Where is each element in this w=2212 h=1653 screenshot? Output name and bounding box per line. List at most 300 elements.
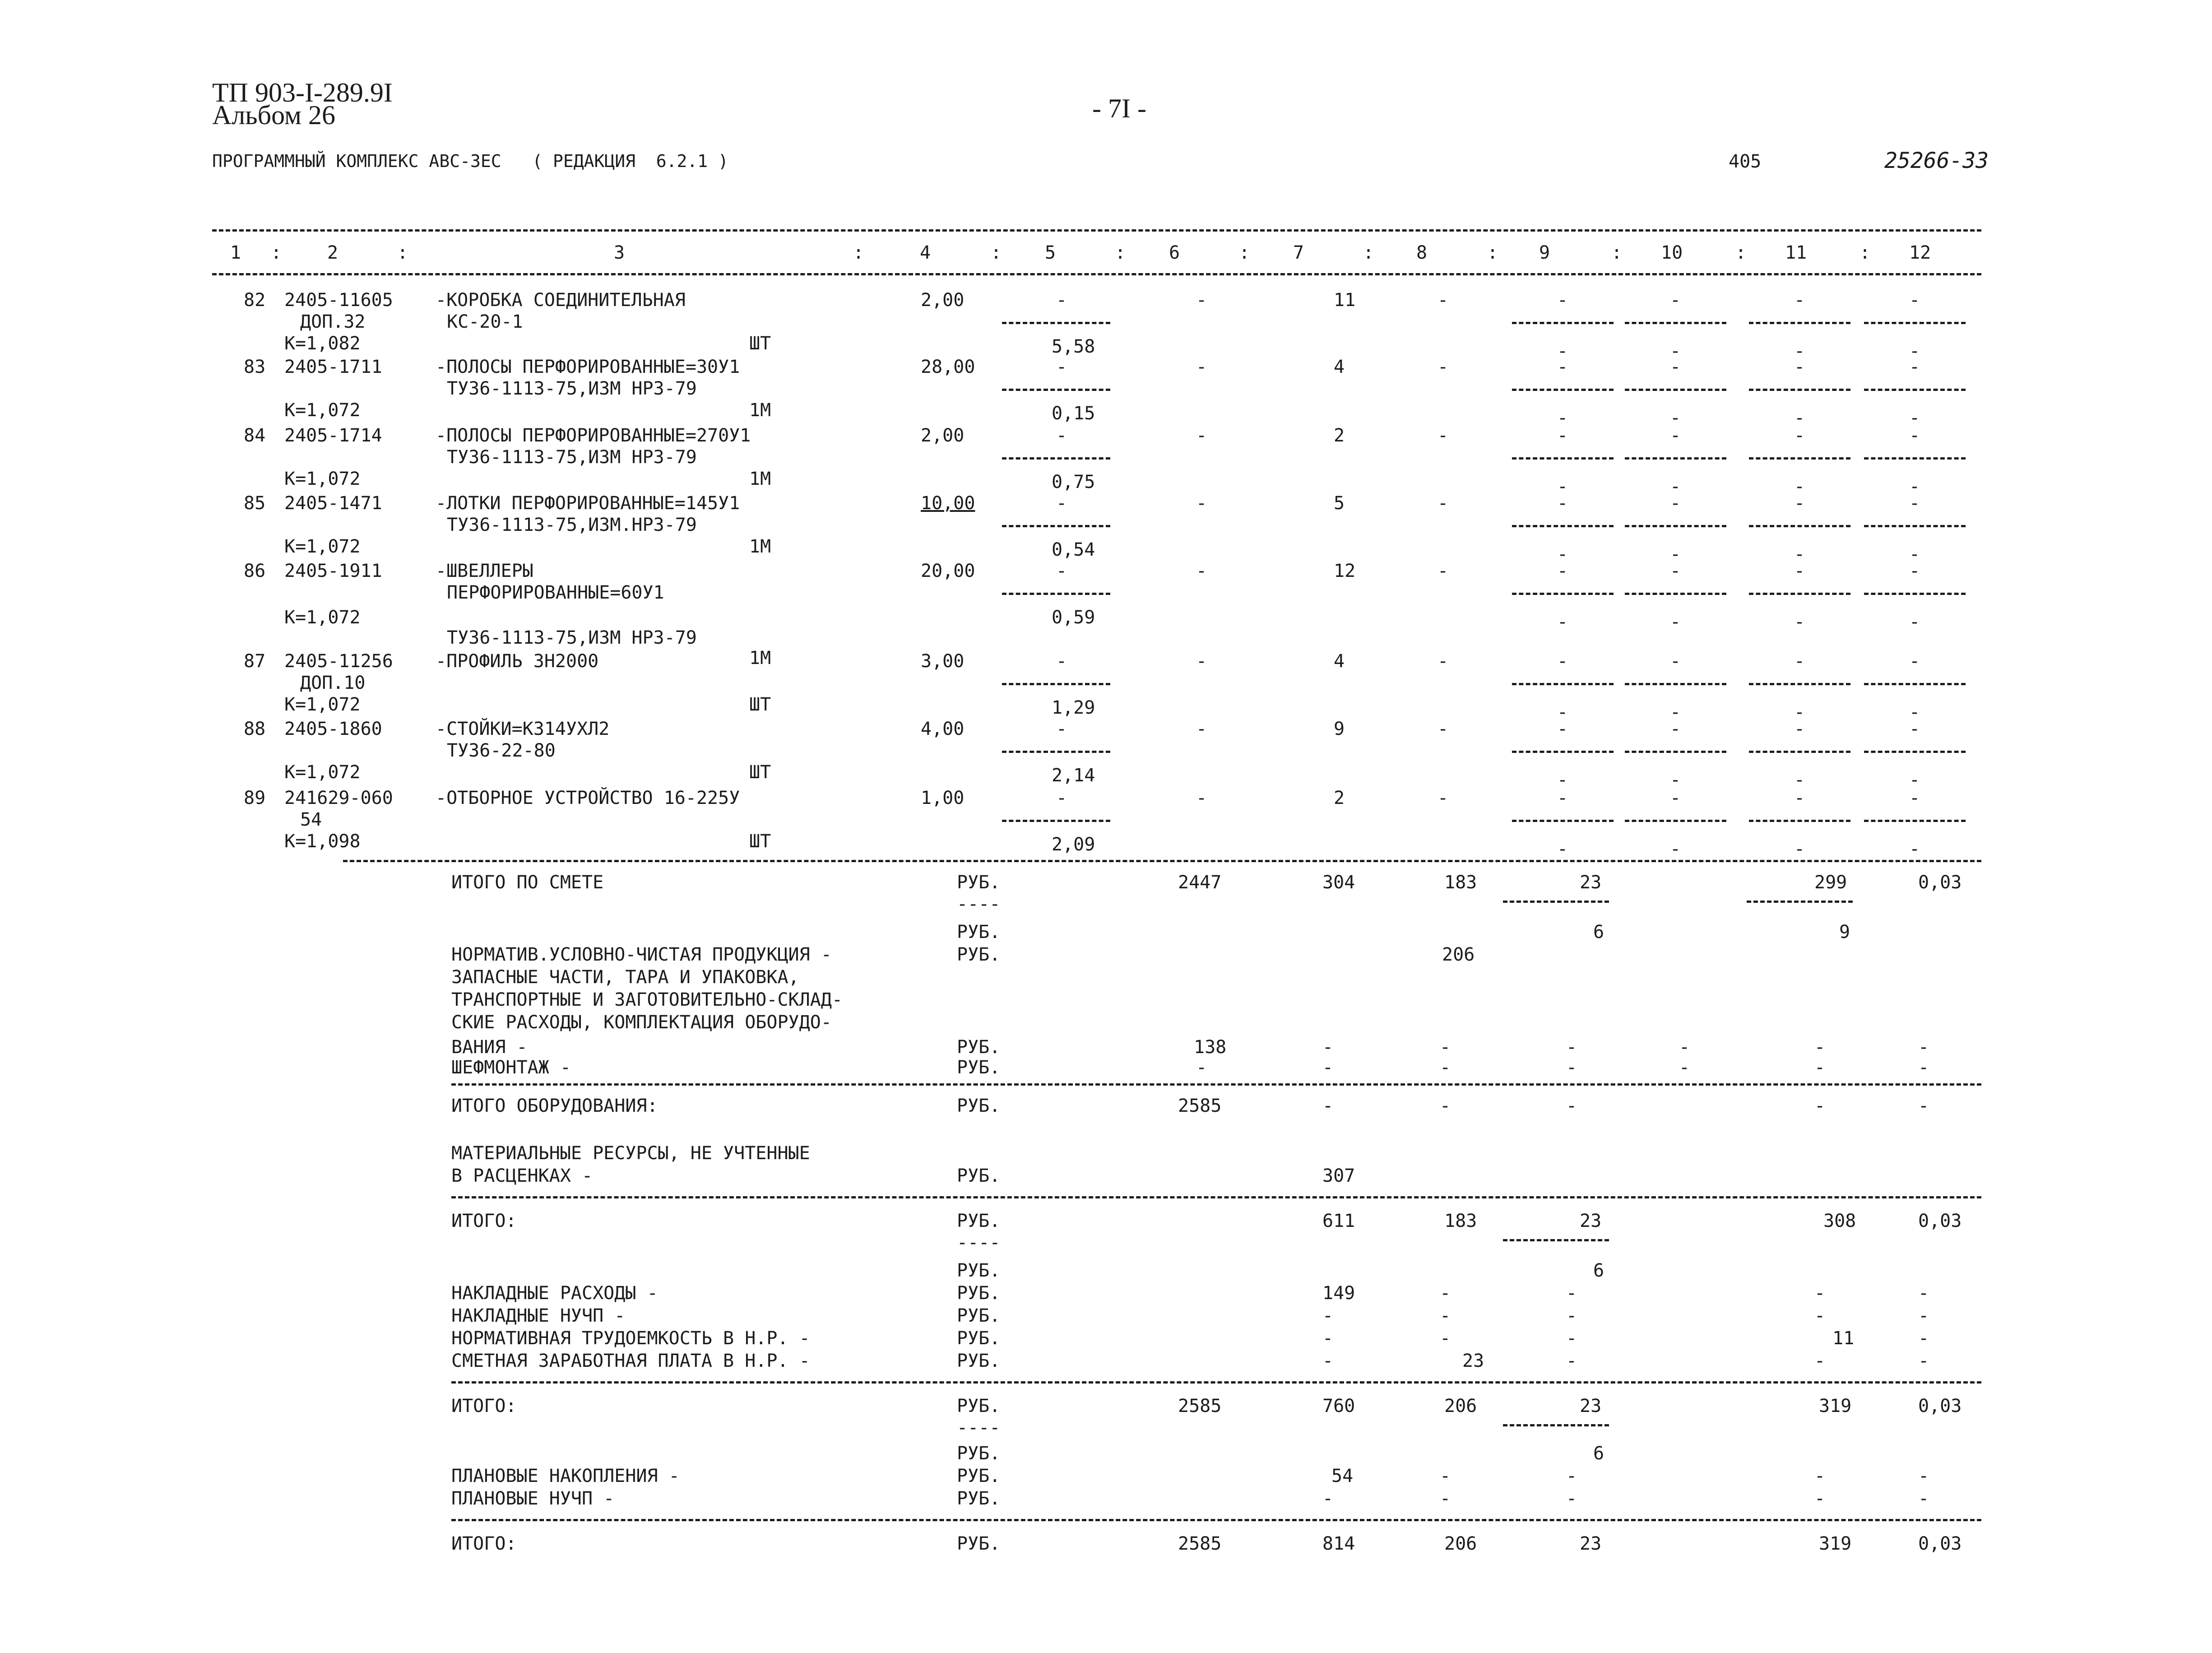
item-qty: 28,00 [921,357,975,377]
col5-dash: - [1056,357,1067,377]
dash: - [1196,1057,1207,1078]
tail-rule [1864,389,1966,391]
c12: 0,03 [1918,1533,1962,1554]
tail-dash: - [1794,408,1805,428]
tail-rule [1625,389,1726,391]
rule [451,1196,1981,1198]
tail-rule [1864,525,1966,527]
c9-rule [1503,1424,1609,1426]
item-code: 2405-11256 [284,651,393,672]
c12: 0,03 [1918,1211,1962,1231]
dash: - [1566,1283,1577,1304]
label: ПЛАНОВЫЕ НУЧП - [451,1488,615,1509]
tail-rule [1749,751,1850,753]
item-name: -ОТБОРНОЕ УСТРОЙСТВО 16-225У [436,788,740,808]
row-number: 89 [244,788,266,808]
col-10: 10 [1661,242,1683,263]
c11: 319 [1819,1396,1852,1416]
short-rule: ---- [957,1232,1001,1253]
item-unit: ШТ [749,694,771,715]
item-code: 2405-1714 [284,425,382,446]
c9b: 6 [1593,1260,1605,1281]
c7: 304 [1322,872,1355,893]
tail-dash: - [1670,788,1681,808]
dash: - [1814,1037,1826,1058]
dash: - [1814,1096,1826,1116]
unit: РУБ. [957,1260,1001,1281]
col-8: 8 [1416,242,1428,263]
col6-dash: - [1196,788,1207,808]
unit: РУБ. [957,922,1001,943]
col8-dash: - [1438,651,1449,672]
c6: 2447 [1178,872,1222,893]
unit: РУБ. [957,944,1001,965]
dash: - [1566,1466,1577,1486]
item-qty: 20,00 [921,561,975,581]
tail-dash: - [1557,476,1568,497]
col-sep: : [991,242,1002,263]
items-end-rule [343,860,1981,862]
item-unit: ШТ [749,333,771,354]
c8: 206 [1442,944,1475,965]
c9-rule [1503,901,1609,903]
c11b: 9 [1839,922,1850,943]
col5-rule [1002,525,1110,527]
item-unit: 1М [749,648,771,669]
dash: - [1814,1466,1826,1486]
unit: РУБ. [957,1283,1001,1304]
col5-rule [1002,389,1110,391]
tail-dash: - [1909,702,1920,723]
dash: - [1918,1328,1929,1349]
tail-dash: - [1670,290,1681,311]
album-label: Альбом 26 [212,100,335,130]
tail-dash: - [1909,544,1920,565]
tail-dash: - [1794,544,1805,565]
tail-dash: - [1794,719,1805,739]
col-11: 11 [1785,242,1807,263]
c8: 183 [1444,1211,1477,1231]
dash: - [1440,1283,1451,1304]
dash: - [1566,1057,1577,1078]
c8: 23 [1462,1351,1484,1371]
tail-dash: - [1557,788,1568,808]
col8-dash: - [1438,493,1449,514]
tail-rule [1512,525,1614,527]
dash: - [1322,1488,1334,1509]
col7-value: 2 [1334,788,1345,808]
dash: - [1814,1305,1826,1326]
item-code: 2405-11605 [284,290,393,311]
tail-dash: - [1670,476,1681,497]
item-unit: 1М [749,536,771,557]
label: ТРАНСПОРТНЫЕ И ЗАГОТОВИТЕЛЬНО-СКЛАД- [451,989,843,1010]
dash: - [1566,1328,1577,1349]
dash: - [1679,1057,1690,1078]
col7-value: 5 [1334,493,1345,514]
col5-value: 2,14 [1052,765,1095,786]
col5-dash: - [1056,561,1067,581]
col5-dash: - [1056,493,1067,514]
rule [451,1083,1981,1086]
tail-dash: - [1557,425,1568,446]
rule [451,1519,1981,1521]
col5-value: 2,09 [1052,834,1095,855]
tail-dash: - [1794,612,1805,632]
c6: 2585 [1178,1533,1222,1554]
dash: - [1918,1037,1929,1058]
item-name: -ШВЕЛЛЕРЫ [436,561,533,581]
dash: - [1918,1057,1929,1078]
tail-rule [1625,593,1726,595]
tail-dash: - [1557,719,1568,739]
tail-dash: - [1794,839,1805,859]
col5-value: 0,54 [1052,539,1095,560]
item-k: К=1,072 [284,400,361,421]
item-k: К=1,072 [284,536,361,557]
col-6: 6 [1169,242,1180,263]
item-name2: ТУ36-1113-75,ИЗМ.НР3-79 [447,515,697,535]
dash: - [1566,1037,1577,1058]
dash: - [1566,1488,1577,1509]
item-k: К=1,072 [284,762,361,783]
item-sub: 54 [300,809,322,830]
tail-rule [1625,683,1726,685]
label: СКИЕ РАСХОДЫ, КОМПЛЕКТАЦИЯ ОБОРУДО- [451,1012,832,1033]
tail-dash: - [1670,651,1681,672]
tail-dash: - [1794,357,1805,377]
col-sep: : [853,242,864,263]
col-sep: : [1363,242,1374,263]
dash: - [1566,1351,1577,1371]
unit: РУБ. [957,1305,1001,1326]
dash: - [1918,1351,1929,1371]
c11: 319 [1819,1533,1852,1554]
col5-dash: - [1056,425,1067,446]
item-unit: ШТ [749,831,771,852]
tail-rule [1864,457,1966,460]
tail-dash: - [1557,612,1568,632]
col8-dash: - [1438,719,1449,739]
unit: РУБ. [957,1165,1001,1186]
col-1: 1 [230,242,241,263]
label: ЗАПАСНЫЕ ЧАСТИ, ТАРА И УПАКОВКА, [451,967,799,988]
unit: РУБ. [957,1037,1001,1058]
dash: - [1814,1283,1826,1304]
item-name: -ЛОТКИ ПЕРФОРИРОВАННЫЕ=145У1 [436,493,740,514]
row-number: 85 [244,493,266,514]
col8-dash: - [1438,357,1449,377]
col8-dash: - [1438,290,1449,311]
item-k: К=1,072 [284,469,361,489]
code-405: 405 [1729,151,1762,172]
col-sep: : [1860,242,1871,263]
item-name: -ПОЛОСЫ ПЕРФОРИРОВАННЫЕ=270У1 [436,425,751,446]
col6-dash: - [1196,357,1207,377]
item-k: К=1,098 [284,831,361,852]
c8: 206 [1444,1396,1477,1416]
label: В РАСЦЕНКАХ - [451,1165,593,1186]
tail-dash: - [1557,770,1568,790]
dash: - [1918,1096,1929,1116]
item-code: 2405-1471 [284,493,382,514]
c7: 54 [1331,1466,1354,1486]
summary-label: ИТОГО: [451,1211,517,1231]
col-sep: : [1115,242,1126,263]
item-sub: ДОП.32 [300,311,366,332]
header-rule [212,273,1981,275]
tail-rule [1512,751,1614,753]
tail-rule [1749,820,1850,822]
tail-dash: - [1794,476,1805,497]
tail-dash: - [1670,561,1681,581]
col6-dash: - [1196,290,1207,311]
item-code: 2405-1860 [284,719,382,739]
col5-dash: - [1056,290,1067,311]
col5-rule [1002,457,1110,460]
c6: 2585 [1178,1396,1222,1416]
tail-dash: - [1909,408,1920,428]
dash: - [1679,1037,1690,1058]
col6-dash: - [1196,651,1207,672]
tail-rule [1625,525,1726,527]
col6-dash: - [1196,493,1207,514]
summary-label: ИТОГО ПО СМЕТЕ [451,872,604,893]
dash: - [1440,1037,1451,1058]
col5-value: 5,58 [1052,336,1095,357]
col5-rule [1002,820,1110,822]
row-number: 87 [244,651,266,672]
tail-dash: - [1794,702,1805,723]
item-name: -СТОЙКИ=К314УХЛ2 [436,719,610,739]
item-qty: 2,00 [921,290,965,311]
col8-dash: - [1438,561,1449,581]
tail-dash: - [1557,290,1568,311]
tail-dash: - [1794,770,1805,790]
col-sep: : [1239,242,1250,263]
tail-dash: - [1670,770,1681,790]
dash: - [1322,1305,1334,1326]
tail-rule [1512,820,1614,822]
unit: РУБ. [957,1488,1001,1509]
tail-rule [1749,525,1850,527]
tail-dash: - [1909,612,1920,632]
col8-dash: - [1438,788,1449,808]
dash: - [1440,1096,1451,1116]
tail-dash: - [1794,425,1805,446]
item-code: 241629-060 [284,788,393,808]
dash: - [1440,1305,1451,1326]
tail-rule [1864,322,1966,324]
label: НАКЛАДНЫЕ НУЧП - [451,1305,626,1326]
dash: - [1918,1283,1929,1304]
tail-dash: - [1557,341,1568,362]
tail-rule [1512,457,1614,460]
tail-dash: - [1670,719,1681,739]
dash: - [1322,1096,1334,1116]
page-number: - 7I - [1092,93,1146,123]
dash: - [1814,1057,1826,1078]
item-k: К=1,072 [284,694,361,715]
unit: РУБ. [957,872,1001,893]
c7: 814 [1322,1533,1355,1554]
label: ВАНИЯ - [451,1037,528,1058]
tail-dash: - [1670,839,1681,859]
tail-dash: - [1557,561,1568,581]
label: МАТЕРИАЛЬНЫЕ РЕСУРСЫ, НЕ УЧТЕННЫЕ [451,1143,810,1164]
col5-dash: - [1056,719,1067,739]
tail-dash: - [1794,341,1805,362]
unit: РУБ. [957,1396,1001,1416]
tail-rule [1512,593,1614,595]
tail-dash: - [1909,425,1920,446]
tail-dash: - [1909,290,1920,311]
c8: 206 [1444,1533,1477,1554]
unit: РУБ. [957,1211,1001,1231]
col7-value: 11 [1334,290,1356,311]
dash: - [1566,1096,1577,1116]
item-name2: ПЕРФОРИРОВАННЫЕ=60У1 [447,582,664,603]
col-9: 9 [1539,242,1550,263]
item-name2: КС-20-1 [447,311,523,332]
c11: 299 [1814,872,1847,893]
col5-rule [1002,683,1110,685]
c12: 0,03 [1918,872,1962,893]
tail-dash: - [1794,788,1805,808]
item-name2: ТУ36-1113-75,ИЗМ НР3-79 [447,378,697,399]
tail-dash: - [1794,290,1805,311]
dash: - [1440,1488,1451,1509]
col-sep: : [1611,242,1623,263]
col-5: 5 [1045,242,1056,263]
tail-dash: - [1794,493,1805,514]
top-rule [212,229,1981,232]
tail-dash: - [1909,770,1920,790]
c7: 149 [1322,1283,1355,1304]
dash: - [1440,1466,1451,1486]
tail-dash: - [1909,651,1920,672]
tail-dash: - [1909,493,1920,514]
label: ШЕФМОНТАЖ - [451,1057,571,1078]
col7-value: 4 [1334,651,1345,672]
sheet-code: 25266-33 [1884,148,1989,173]
col-2: 2 [327,242,339,263]
tail-rule [1749,389,1850,391]
short-rule: ---- [957,894,1001,915]
tail-dash: - [1909,839,1920,859]
tail-dash: - [1670,544,1681,565]
item-qty: 1,00 [921,788,965,808]
col-12: 12 [1909,242,1931,263]
label: СМЕТНАЯ ЗАРАБОТНАЯ ПЛАТА В Н.Р. - [451,1351,810,1371]
item-unit: 1М [749,400,771,421]
item-qty: 3,00 [921,651,965,672]
col6-dash: - [1196,561,1207,581]
tail-rule [1749,322,1850,324]
col7-value: 9 [1334,719,1345,739]
col7-value: 4 [1334,357,1345,377]
tail-dash: - [1670,408,1681,428]
c7: 760 [1322,1396,1355,1416]
c7: 307 [1322,1165,1355,1186]
col6-dash: - [1196,719,1207,739]
c9b: 6 [1593,1443,1605,1464]
dash: - [1814,1488,1826,1509]
item-k: К=1,082 [284,333,361,354]
item-name2: ТУ36-1113-75,ИЗМ НР3-79 [447,447,697,468]
tail-dash: - [1670,493,1681,514]
col5-value: 0,75 [1052,472,1095,492]
label: ПЛАНОВЫЕ НАКОПЛЕНИЯ - [451,1466,680,1486]
tail-dash: - [1557,544,1568,565]
item-unit: 1М [749,469,771,489]
tail-dash: - [1794,651,1805,672]
tail-rule [1625,751,1726,753]
tail-dash: - [1670,702,1681,723]
item-qty: 4,00 [921,719,965,739]
rule [451,1381,1981,1384]
unit: РУБ. [957,1443,1001,1464]
c11: 308 [1823,1211,1856,1231]
summary-label: ИТОГО: [451,1533,517,1554]
label: НАКЛАДНЫЕ РАСХОДЫ - [451,1283,658,1304]
c9: 23 [1580,872,1602,893]
col-sep: : [1735,242,1747,263]
row-number: 86 [244,561,266,581]
c8: 183 [1444,872,1477,893]
c9b: 6 [1593,922,1605,943]
dash: - [1322,1328,1334,1349]
col7-value: 2 [1334,425,1345,446]
item-code: 2405-1711 [284,357,382,377]
tail-rule [1625,322,1726,324]
item-unit: ШТ [749,762,771,783]
tail-dash: - [1909,357,1920,377]
tail-rule [1864,751,1966,753]
tail-dash: - [1557,651,1568,672]
row-number: 82 [244,290,266,311]
unit: РУБ. [957,1351,1001,1371]
doc-code: ТП 903-I-289.9I [212,78,393,107]
tail-rule [1749,593,1850,595]
dash: - [1322,1057,1334,1078]
tail-rule [1864,820,1966,822]
item-name: -КОРОБКА СОЕДИНИТЕЛЬНАЯ [436,290,686,311]
label: НОРМАТИВНАЯ ТРУДОЕМКОСТЬ В Н.Р. - [451,1328,810,1349]
dash: - [1918,1488,1929,1509]
item-code: 2405-1911 [284,561,382,581]
c9: 23 [1580,1533,1602,1554]
tail-rule [1512,322,1614,324]
summary-label: ИТОГО ОБОРУДОВАНИЯ: [451,1096,658,1116]
item-qty: 2,00 [921,425,965,446]
col7-value: 12 [1334,561,1356,581]
item-name: -ПОЛОСЫ ПЕРФОРИРОВАННЫЕ=30У1 [436,357,740,377]
tail-rule [1749,683,1850,685]
tail-dash: - [1909,788,1920,808]
program-line: ПРОГРАММНЫЙ КОМПЛЕКС АВС-3ЕС ( РЕДАКЦИЯ 6.2.1 ) [212,151,728,171]
col-7: 7 [1293,242,1304,263]
tail-dash: - [1557,357,1568,377]
col5-rule [1002,751,1110,753]
col-sep: : [397,242,408,263]
col-3: 3 [614,242,625,263]
tail-rule [1864,593,1966,595]
c9-rule [1503,1239,1609,1241]
c11: 11 [1832,1328,1855,1349]
dash: - [1440,1057,1451,1078]
dash: - [1918,1305,1929,1326]
